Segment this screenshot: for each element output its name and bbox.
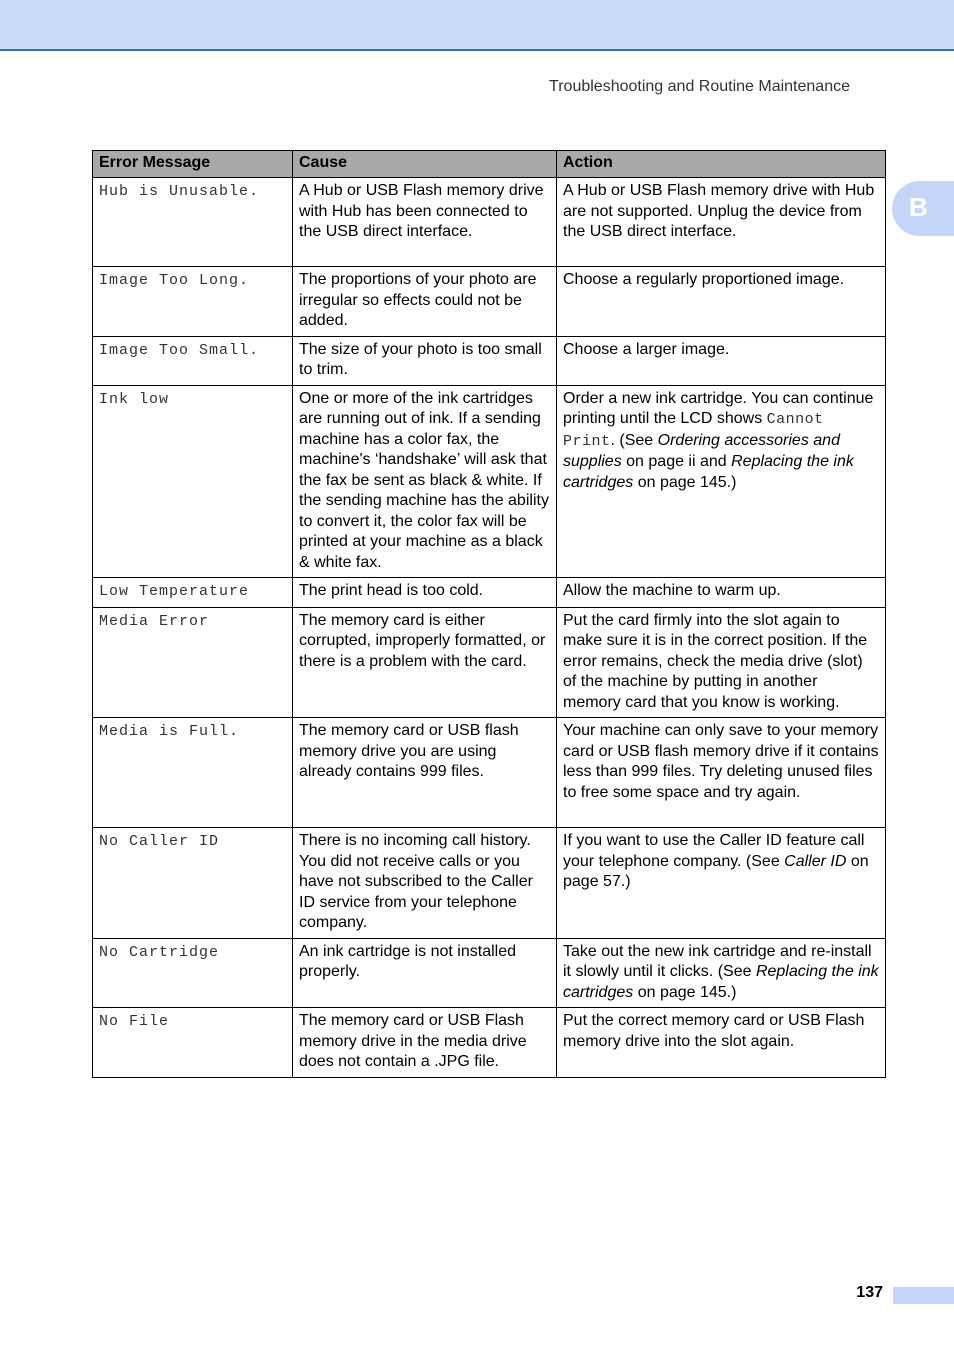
cross-reference: Ordering accessories and supplies [563, 431, 840, 470]
cause-cell: One or more of the ink cartridges are running out of ink. If a sending machine has a color fax, the machine's ‘handshake’ will ask that the fax be sent as black & white. If the sending machine has the ability to convert it, the color fax will be printed at your machine as a black & white fax. [293, 385, 557, 578]
action-text: . (See [610, 431, 658, 449]
table-row [93, 385, 886, 578]
cause-cell: There is no incoming call history. You did not receive calls or you have not subscribed to the Caller ID service from your telephone company. [293, 828, 557, 939]
error-message-cell: No Caller ID [93, 828, 293, 939]
action-text: on page 57.) [563, 852, 869, 890]
table-row [93, 336, 886, 385]
error-message-cell: Ink low [93, 385, 293, 578]
action-cell: Your machine can only save to your memory card or USB flash memory drive if it contains less than 999 files. Try deleting unused files to free some space and try again. [557, 718, 886, 828]
table-row [93, 718, 886, 828]
cause-cell: An ink cartridge is not installed properly. [293, 938, 557, 1008]
column-header-cause: Cause [293, 151, 557, 178]
column-header-action: Action [557, 151, 886, 178]
action-text: Take out the new ink cartridge and re-install it slowly until it clicks. (See [563, 942, 872, 980]
cause-cell: The proportions of your photo are irregular so effects could not be added. [293, 267, 557, 337]
action-text: Order a new ink cartridge. You can continue printing until the LCD shows [563, 389, 874, 427]
table-header-row [93, 151, 886, 178]
cause-cell: The memory card or USB flash memory drive you are using already contains 999 files. [293, 718, 557, 828]
chapter-tab [892, 181, 954, 236]
action-text: on page 145.) [633, 473, 737, 491]
action-cell [557, 938, 886, 1008]
lcd-message-code: Cannot Print [563, 411, 824, 450]
table-row [93, 828, 886, 939]
action-text: on page ii and [621, 453, 732, 470]
action-cell: Put the correct memory card or USB Flash memory drive into the slot again. [557, 1008, 886, 1078]
error-message-cell: No Cartridge [93, 938, 293, 1008]
table-row [93, 607, 886, 718]
error-message-cell: Low Temperature [93, 578, 293, 608]
cross-reference: Caller ID [784, 852, 847, 870]
cause-cell: The memory card is either corrupted, improperly formatted, or there is a problem with the card. [293, 607, 557, 718]
error-message-cell: Hub is Unusable. [93, 178, 293, 267]
cross-reference: Replacing the ink cartridges [563, 453, 854, 491]
action-text: If you want to use the Caller ID feature call your telephone company. (See [563, 832, 865, 870]
action-cell: Put the card firmly into the slot again to make sure it is in the correct position. If the error remains, check the media drive (slot) of the machine by putting in another memory card that you know is working. [557, 607, 886, 718]
page-number-bar [893, 1287, 954, 1304]
action-cell: Choose a larger image. [557, 336, 886, 385]
chapter-tab-letter: B [909, 192, 928, 222]
error-message-cell: Media is Full. [93, 718, 293, 828]
table-row [93, 267, 886, 337]
cross-reference: Replacing the ink cartridges [563, 963, 879, 1001]
action-cell: Choose a regularly proportioned image. [557, 267, 886, 337]
table-row [93, 578, 886, 608]
cause-cell: A Hub or USB Flash memory drive with Hub has been connected to the USB direct interface. [293, 178, 557, 267]
table-row [93, 178, 886, 267]
action-cell [557, 385, 886, 578]
cause-cell: The print head is too cold. [293, 578, 557, 608]
column-header-error-message: Error Message [93, 151, 293, 178]
cause-cell: The size of your photo is too small to trim. [293, 336, 557, 385]
action-cell [557, 828, 886, 939]
cause-cell: The memory card or USB Flash memory drive in the media drive does not contain a .JPG file. [293, 1008, 557, 1078]
error-message-table [92, 150, 886, 1078]
error-message-cell: Image Too Small. [93, 336, 293, 385]
table-row [93, 938, 886, 1008]
action-cell: A Hub or USB Flash memory drive with Hub are not supported. Unplug the device from the USB direct interface. [557, 178, 886, 267]
action-text: on page 145.) [633, 983, 737, 1001]
error-message-cell: Image Too Long. [93, 267, 293, 337]
running-header-title: Troubleshooting and Routine Maintenance [549, 78, 850, 95]
page-number: 137 [856, 1284, 883, 1301]
action-cell: Allow the machine to warm up. [557, 578, 886, 608]
error-message-cell: Media Error [93, 607, 293, 718]
error-message-cell: No File [93, 1008, 293, 1078]
top-header-band [0, 0, 954, 51]
table-row [93, 1008, 886, 1078]
